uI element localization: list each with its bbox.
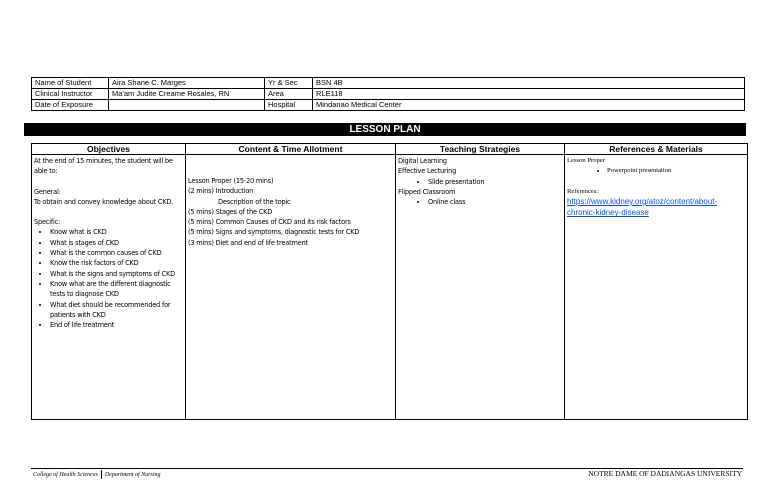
instructor-label: Clinical Instructor xyxy=(32,89,109,100)
yr-sec-label: Yr & Sec xyxy=(265,78,313,89)
content-cell xyxy=(186,155,396,420)
list-item: • Know what is CKD xyxy=(50,227,183,237)
references-header: References & Materials xyxy=(565,144,748,155)
specific-label: Specific: xyxy=(34,218,61,227)
date-value xyxy=(109,100,265,111)
lesson-plan-table xyxy=(31,143,748,420)
flipped-classroom: Flipped Classroom xyxy=(398,187,456,196)
yr-sec-value: BSN 4B xyxy=(313,78,745,89)
list-item: • End of life treatment xyxy=(50,320,183,330)
area-value: RLE118 xyxy=(313,89,745,100)
content-header: Content & Time Allotment xyxy=(186,144,396,155)
causes-line: (5 mins) Common Causes of CKD and its risk factors xyxy=(188,218,351,227)
description-line: Description of the topic xyxy=(218,197,291,206)
date-label: Date of Exposure xyxy=(32,100,109,111)
hospital-label: Hospital xyxy=(265,100,313,111)
list-item: • What diet should be recommended for patients with CKD xyxy=(50,300,183,321)
lesson-proper-line: Lesson Proper (15-20 mins) xyxy=(188,177,274,185)
objectives-header: Objectives xyxy=(32,144,186,155)
list-item: • Online class xyxy=(428,197,562,207)
stages-line: (5 mins) Stages of the CKD xyxy=(188,207,273,216)
footer-left xyxy=(33,470,161,479)
objectives-intro: At the end of 15 minutes, the student will be able to: xyxy=(34,157,173,176)
footer-college: College of Health Sciences xyxy=(33,471,98,478)
references-cell xyxy=(565,155,748,420)
list-item: • Know what are the different diagnostic tests to diagnose CKD xyxy=(50,279,183,300)
name-value: Aira Shane C. Marges xyxy=(109,78,265,89)
general-text: To obtain and convey knowledge about CKD. xyxy=(34,197,174,206)
introduction-line: (2 mins) Introduction xyxy=(188,187,254,196)
diet-line: (3 mins) Diet and end of life treatment xyxy=(188,238,308,247)
area-label: Area xyxy=(265,89,313,100)
instructor-value: Ma'am Judite Creame Rosales, RN xyxy=(109,89,265,100)
footer-university: NOTRE DAME OF DADIANGAS UNIVERSITY xyxy=(588,469,742,478)
list-item: • Know the risk factors of CKD xyxy=(50,258,183,268)
list-item: • Powerpoint presentation xyxy=(607,166,745,176)
references-label: References: xyxy=(567,187,599,195)
effective-lecturing: Effective Lecturing xyxy=(398,167,457,176)
objectives-cell xyxy=(32,155,186,420)
digital-learning: Digital Learning xyxy=(398,157,447,165)
student-info-table xyxy=(31,77,745,111)
name-label: Name of Student xyxy=(32,78,109,89)
strategies-header: Teaching Strategies xyxy=(396,144,565,155)
lesson-plan-title: LESSON PLAN xyxy=(24,123,746,136)
strategies-cell xyxy=(396,155,565,420)
specific-objectives-list xyxy=(34,227,183,330)
signs-line: (5 mins) Signs and symptoms, diagnostic tests for CKD xyxy=(188,228,360,237)
list-item: • Slide presentation xyxy=(428,177,562,187)
hospital-value: Mindanao Medical Center xyxy=(313,100,745,111)
kidney-reference-link[interactable]: https://www.kidney.org/atoz/content/about-chronic-kidney-disease xyxy=(567,196,718,218)
general-label: General: xyxy=(34,187,61,196)
footer-department: Department of Nursing xyxy=(104,471,161,478)
list-item: • What is the common causes of CKD xyxy=(50,248,183,258)
ref-lesson-proper: Lesson Proper xyxy=(567,157,605,164)
list-item: • What is the signs and symptoms of CKD xyxy=(50,269,183,279)
list-item: • What is stages of CKD xyxy=(50,238,183,248)
